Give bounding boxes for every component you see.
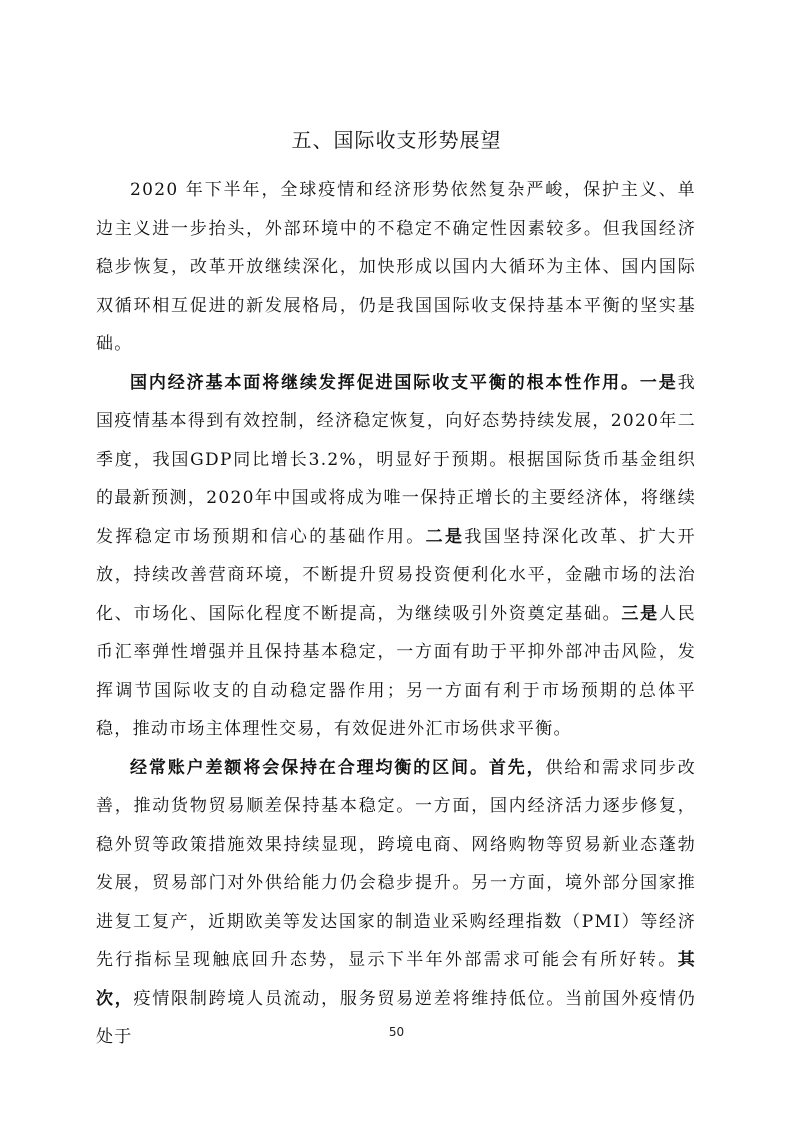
text-run: 疫情限制跨境人员流动，服务贸易逆差将维持低位。当前国外疫情仍处于 — [96, 988, 696, 1047]
text-run: 2020 年下半年，全球疫情和经济形势依然复杂严峻，保护主义、单边主义进一步抬头，外部环境中的不稳定不确定性因素较多。但我国经济稳步恢复，改革开放继续深化，加快形成以国内大循环为主体、国内国际双循环相互促进的新发展格局，仍是我国国际收支保持基本平衡的坚实基础。 — [96, 180, 696, 354]
page-number: 50 — [388, 1025, 405, 1039]
bold-text-run: 国内经济基本面将继续发挥促进国际收支平衡的根本性作用。 — [130, 372, 640, 393]
text-run: 我国疫情基本得到有效控制，经济稳定恢复，向好态势持续发展，2020年二季度，我国GDP同比增长3.2%，明显好于预期。根据国际货币基金组织的最新预测，2020年中国或将成为唯一保持正增长的主要经济体，将继续发挥稳定市场预期和信心的基础作用。 — [96, 372, 696, 547]
bold-text-run: 一是 — [639, 372, 678, 393]
bold-text-run: 首先， — [488, 757, 546, 778]
bold-text-run: 其次， — [96, 950, 696, 1009]
bold-text-run: 二是 — [425, 526, 465, 547]
paragraph-domestic-fundamentals — [96, 364, 696, 749]
paragraph-current-account — [96, 749, 696, 1057]
body-text — [96, 171, 696, 1057]
paragraph-outlook-intro — [96, 171, 696, 364]
section-title: 五、国际收支形势展望 — [291, 128, 502, 152]
text-run: 供给和需求同步改善，推动货物贸易顺差保持基本稳定。一方面，国内经济活力逐步修复，稳外贸等政策措施效果持续显现，跨境电商、网络购物等贸易新业态蓬勃发展，贸易部门对外供给能力仍会稳步提升。另一方面，境外部分国家推进复工复产，近期欧美等发达国家的制造业采购经理指数（PMI）等经济先行指标呈现触底回升态势，显示下半年外部需求可能会有所好转。 — [96, 757, 696, 970]
text-run: 我国坚持深化改革、扩大开放，持续改善营商环境，不断提升贸易投资便利化水平，金融市场的法治化、市场化、国际化程度不断提高，为继续吸引外资奠定基础。 — [96, 526, 696, 624]
bold-text-run: 经常账户差额将会保持在合理均衡的区间。 — [130, 757, 489, 778]
bold-text-run: 三是 — [621, 603, 659, 624]
text-run: 人民币汇率弹性增强并且保持基本稳定，一方面有助于平抑外部冲击风险，发挥调节国际收支的自动稳定器作用；另一方面有利于市场预期的总体平稳，推动市场主体理性交易，有效促进外汇市场供求平衡。 — [96, 603, 696, 739]
